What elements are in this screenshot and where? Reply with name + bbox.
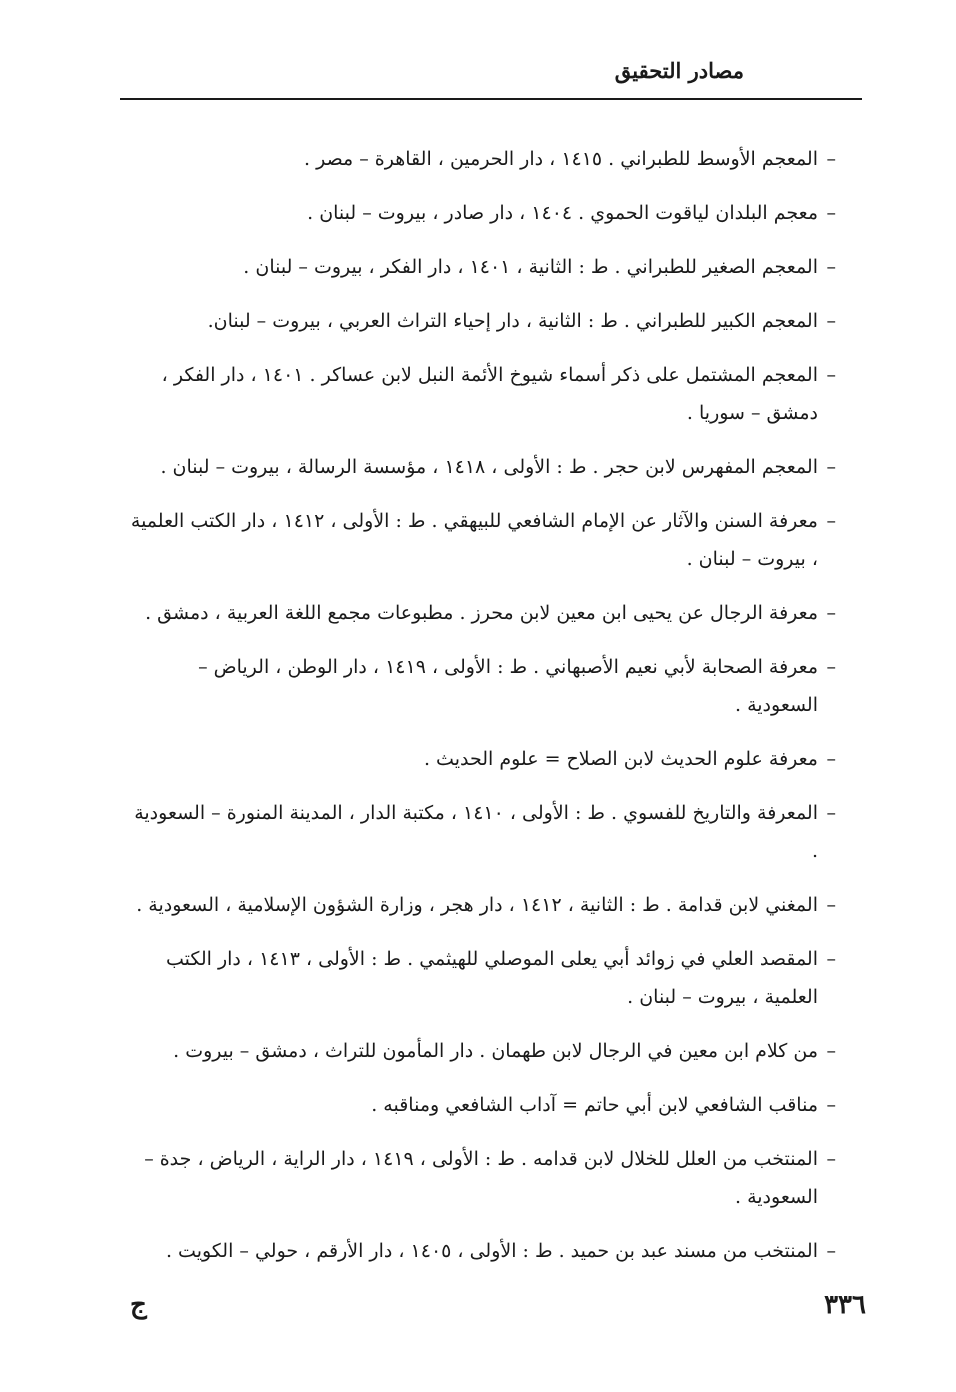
entry-dash: – — [826, 456, 836, 478]
bibliography-entry — [124, 886, 836, 924]
entry-dash: – — [826, 802, 836, 824]
bibliography-entry — [124, 794, 836, 870]
page-footer — [130, 1290, 866, 1330]
page-number: ٣٣٦ — [824, 1290, 866, 1320]
bibliography-entry — [124, 940, 836, 1016]
bibliography-entry — [124, 302, 836, 340]
entry-dash: – — [826, 1040, 836, 1062]
entry-dash: – — [826, 948, 836, 970]
running-title: مصادر التحقيق — [614, 58, 744, 83]
bibliography-entry — [124, 594, 836, 632]
bibliography-entry — [124, 356, 836, 432]
entry-text: المعرفة والتاريخ للفسوي . ط : الأولى ، ١٤١٠ ، مكتبة الدار ، المدينة المنورة – السعودية . — [134, 802, 818, 862]
entry-dash: – — [826, 1094, 836, 1116]
bibliography-entry — [124, 1140, 836, 1216]
entry-dash: – — [826, 602, 836, 624]
entry-text: المعجم الصغير للطبراني . ط : الثانية ، ١٤٠١ ، دار الفكر ، بيروت – لبنان . — [243, 256, 818, 278]
entry-text: المعجم المفهرس لابن حجر . ط : الأولى ، ١٤١٨ ، مؤسسة الرسالة ، بيروت – لبنان . — [160, 456, 818, 478]
entry-text: المعجم الكبير للطبراني . ط : الثانية ، دار إحياء التراث العربي ، بيروت – لبنان. — [207, 310, 818, 332]
signature-mark: ج — [130, 1290, 147, 1320]
header-rule — [120, 98, 862, 100]
page-header — [120, 54, 862, 100]
bibliography-list — [124, 140, 836, 1286]
entry-text: معجم البلدان لياقوت الحموي . ١٤٠٤ ، دار صادر ، بيروت – لبنان . — [307, 202, 818, 224]
entry-dash: – — [826, 256, 836, 278]
bibliography-entry — [124, 648, 836, 724]
bibliography-entry — [124, 1032, 836, 1070]
entry-text: معرفة علوم الحديث لابن الصلاح = علوم الحديث . — [423, 748, 818, 770]
entry-text: المغني لابن قدامة . ط : الثانية ، ١٤١٢ ، دار هجر ، وزارة الشؤون الإسلامية ، السعودية . — [136, 894, 818, 916]
bibliography-entry — [124, 1232, 836, 1270]
entry-text: المنتخب من العلل للخلال لابن قدامه . ط : الأولى ، ١٤١٩ ، دار الراية ، الرياض ، جدة – السعودية . — [144, 1148, 818, 1208]
entry-dash: – — [826, 202, 836, 224]
bibliography-entry — [124, 140, 836, 178]
bibliography-entry — [124, 448, 836, 486]
bibliography-entry — [124, 194, 836, 232]
entry-dash: – — [826, 1240, 836, 1262]
entry-dash: – — [826, 364, 836, 386]
entry-text: المعجم الأوسط للطبراني . ١٤١٥ ، دار الحرمين ، القاهرة – مصر . — [304, 148, 818, 170]
entry-dash: – — [826, 748, 836, 770]
entry-text: معرفة السنن والآثار عن الإمام الشافعي للبيهقي . ط : الأولى ، ١٤١٢ ، دار الكتب العلمية ، بيروت – لبنان . — [130, 510, 818, 570]
entry-text: المقصد العلي في زوائد أبي يعلى الموصلي للهيثمي . ط : الأولى ، ١٤١٣ ، دار الكتب العلمية ، بيروت – لبنان . — [165, 948, 818, 1008]
bibliography-entry — [124, 740, 836, 778]
bibliography-entry — [124, 502, 836, 578]
entry-text: مناقب الشافعي لابن أبي حاتم = آداب الشافعي ومناقبه . — [371, 1094, 818, 1116]
bibliography-entry — [124, 248, 836, 286]
entry-dash: – — [826, 148, 836, 170]
entry-dash: – — [826, 656, 836, 678]
entry-dash: – — [826, 1148, 836, 1170]
entry-text: من كلام ابن معين في الرجال لابن طهمان . دار المأمون للتراث ، دمشق – بيروت . — [173, 1040, 818, 1062]
bibliography-entry — [124, 1086, 836, 1124]
entry-dash: – — [826, 310, 836, 332]
entry-text: المنتخب من مسند عبد بن حميد . ط : الأولى ، ١٤٠٥ ، دار الأرقم ، حولي – الكويت . — [165, 1240, 818, 1262]
entry-text: معرفة الصحابة لأبي نعيم الأصبهاني . ط : الأولى ، ١٤١٩ ، دار الوطن ، الرياض – السعودية . — [198, 656, 818, 716]
entry-text: المعجم المشتمل على ذكر أسماء شيوخ الأئمة النبل لابن عساكر . ١٤٠١ ، دار الفكر ، دمشق – سوريا . — [161, 364, 818, 424]
entry-dash: – — [826, 510, 836, 532]
entry-dash: – — [826, 894, 836, 916]
entry-text: معرفة الرجال عن يحيى ابن معين لابن محرز . مطبوعات مجمع اللغة العربية ، دمشق . — [145, 602, 818, 624]
